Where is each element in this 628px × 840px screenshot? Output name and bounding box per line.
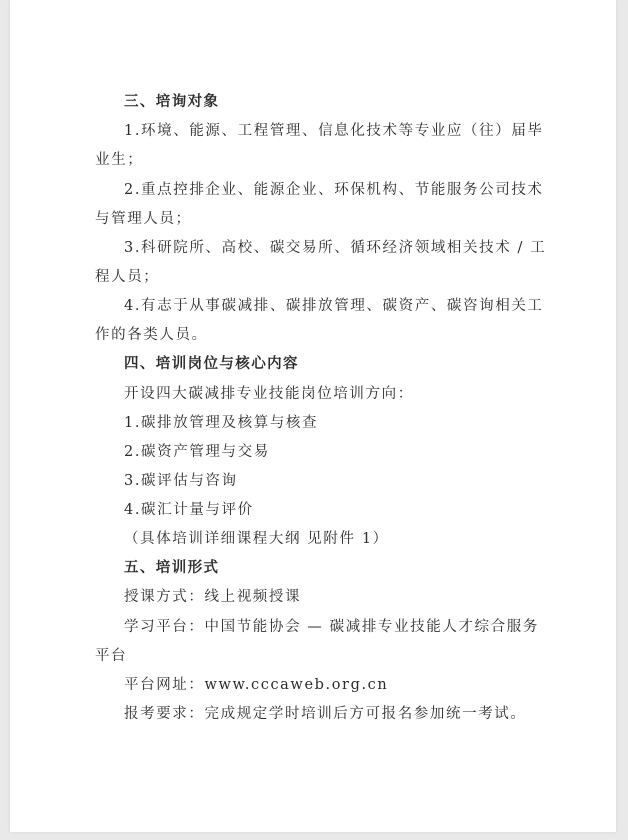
section5-requirement: 报考要求：完成规定学时培训后方可报名参加统一考试。 — [124, 706, 527, 722]
section5-website: 平台网址：www.cccaweb.org.cn — [124, 677, 389, 693]
section3-heading: 三、培询对象 — [124, 93, 220, 110]
section4-heading: 四、培训岗位与核心内容 — [124, 355, 299, 372]
section3-item1-line1: 1.环境、能源、工程管理、信息化技术等专业应（往）届毕 — [124, 123, 544, 139]
section5-heading: 五、培训形式 — [124, 559, 220, 576]
section5-platform-line1: 学习平台：中国节能协会 — 碳减排专业技能人才综合服务 — [124, 619, 539, 635]
section3-item2-line2: 与管理人员； — [95, 211, 192, 227]
section3-item3-line1: 3.科研院所、高校、碳交易所、循环经济领域相关技术 / 工 — [124, 240, 547, 256]
section4-item4: 4.碳汇计量与评价 — [124, 502, 254, 518]
section3-item2-line1: 2.重点控排企业、能源企业、环保机构、节能服务公司技术 — [124, 182, 544, 198]
section3-item3-line2: 程人员； — [95, 269, 160, 285]
section4-item2: 2.碳资产管理与交易 — [124, 444, 270, 460]
section4-note: （具体培训详细课程大纲 见附件 1） — [124, 531, 389, 547]
section3-item4-line2: 作的各类人员。 — [95, 327, 208, 343]
section5-platform-line2: 平台 — [95, 648, 128, 664]
section4-item3: 3.碳评估与咨询 — [124, 473, 238, 489]
section3-item4-line1: 4.有志于从事碳减排、碳排放管理、碳资产、碳咨询相关工 — [124, 298, 544, 314]
section3-item1-line2: 业生； — [95, 152, 144, 168]
section4-item1: 1.碳排放管理及核算与核查 — [124, 415, 319, 431]
section4-intro: 开设四大碳减排专业技能岗位培训方向： — [124, 386, 414, 402]
section5-mode: 授课方式：线上视频授课 — [124, 589, 302, 605]
